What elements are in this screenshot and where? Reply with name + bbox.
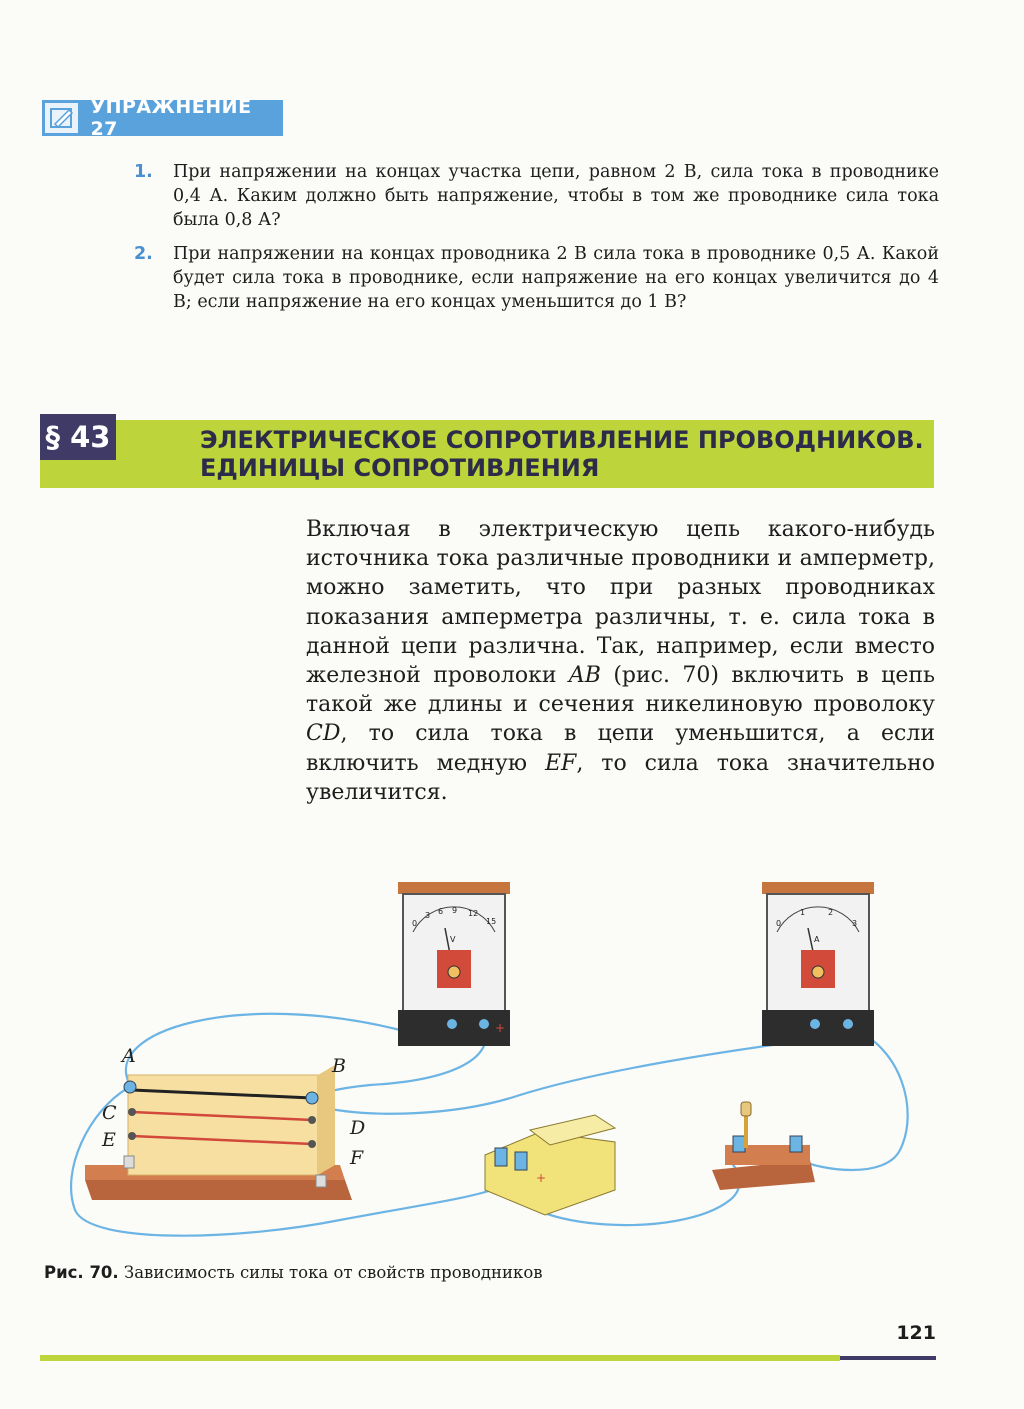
label-e: E xyxy=(102,1129,116,1151)
figure-caption-label: Рис. 70. xyxy=(44,1263,119,1282)
section-title xyxy=(200,426,930,482)
wire-label-ab: AB xyxy=(568,663,601,689)
exercise-badge xyxy=(42,96,283,140)
section-title-line: ЕДИНИЦЫ СОПРОТИВЛЕНИЯ xyxy=(200,454,600,482)
footer-rule-accent xyxy=(840,1356,936,1360)
exercise-task xyxy=(134,242,939,314)
power-source xyxy=(485,1115,615,1215)
terminal-d xyxy=(308,1116,316,1124)
terminal-c xyxy=(128,1108,136,1116)
circuit-figure xyxy=(40,870,940,1250)
body-paragraph xyxy=(306,515,935,807)
voltmeter-tick: 9 xyxy=(452,906,458,915)
voltmeter-tick: 6 xyxy=(438,907,444,916)
ammeter-tick: 0 xyxy=(776,919,782,928)
plus-sign: + xyxy=(536,1171,547,1185)
voltmeter-tick: 3 xyxy=(425,911,431,920)
voltmeter-tick: 0 xyxy=(412,919,418,928)
page-number: 121 xyxy=(896,1322,936,1344)
resistance-board xyxy=(85,1065,352,1200)
voltmeter-unit: V xyxy=(450,935,456,944)
pencil-icon xyxy=(45,103,78,133)
terminal-b xyxy=(306,1092,318,1104)
terminal-e xyxy=(128,1132,136,1140)
voltmeter-tick: 12 xyxy=(468,909,479,918)
voltmeter-tick: 15 xyxy=(486,917,497,926)
exercise-title: УПРАЖНЕНИЕ 27 xyxy=(90,96,252,140)
label-c: C xyxy=(102,1102,117,1124)
body-text-part: , то сила тока в цепи уменьшится, а если включить медную xyxy=(306,721,935,776)
terminal-a xyxy=(124,1081,136,1093)
body-text-part: , то сила тока значительно увеличится. xyxy=(306,750,936,805)
wire-label-cd: CD xyxy=(306,721,341,747)
ammeter-unit: A xyxy=(814,935,820,944)
body-text-part: Включая в электрическую цепь какого-нибудь источника тока различные проводники и амперметр, можно заметить, что при разных проводниках показания амперметра различны, т. е. сила тока в данной цепи различна. Так, например, если вместо железной проволоки xyxy=(306,517,935,689)
label-b: B xyxy=(332,1055,346,1077)
body-text-part: (рис. 70) включить в цепь такой же длины и сечения никелиновую проволоку xyxy=(306,663,935,718)
label-d: D xyxy=(350,1117,366,1139)
wire-label-ef: EF xyxy=(545,750,577,776)
task-number: 1. xyxy=(134,162,153,182)
label-a: A xyxy=(122,1045,136,1067)
ammeter xyxy=(762,882,874,1046)
plus-sign: + xyxy=(495,1021,506,1035)
knife-switch xyxy=(712,1102,815,1190)
exercise-task xyxy=(134,160,939,232)
label-f: F xyxy=(350,1147,364,1169)
section-number: § 43 xyxy=(40,414,116,460)
task-number: 2. xyxy=(134,244,153,264)
section-title-line: ЭЛЕКТРИЧЕСКОЕ СОПРОТИВЛЕНИЕ ПРОВОДНИКОВ. xyxy=(200,426,924,454)
task-text: При напряжении на концах проводника 2 В сила тока в проводнике 0,5 А. Какой будет сила тока в проводнике, если напряжение на его концах увеличится до 4 В; если напряжение на его концах уменьшится до 1 В? xyxy=(173,244,939,312)
terminal-f xyxy=(308,1140,316,1148)
ammeter-tick: 2 xyxy=(828,908,834,917)
ammeter-tick: 1 xyxy=(800,908,806,917)
task-text: При напряжении на концах участка цепи, равном 2 В, сила тока в проводнике 0,4 А. Каким должно быть напряжение, чтобы в том же проводнике сила тока была 0,8 А? xyxy=(173,162,939,230)
figure-caption-text: Зависимость силы тока от свойств проводников xyxy=(118,1263,543,1282)
ammeter-tick: 3 xyxy=(852,919,858,928)
footer-rule xyxy=(40,1355,840,1361)
figure-caption xyxy=(44,1263,543,1282)
